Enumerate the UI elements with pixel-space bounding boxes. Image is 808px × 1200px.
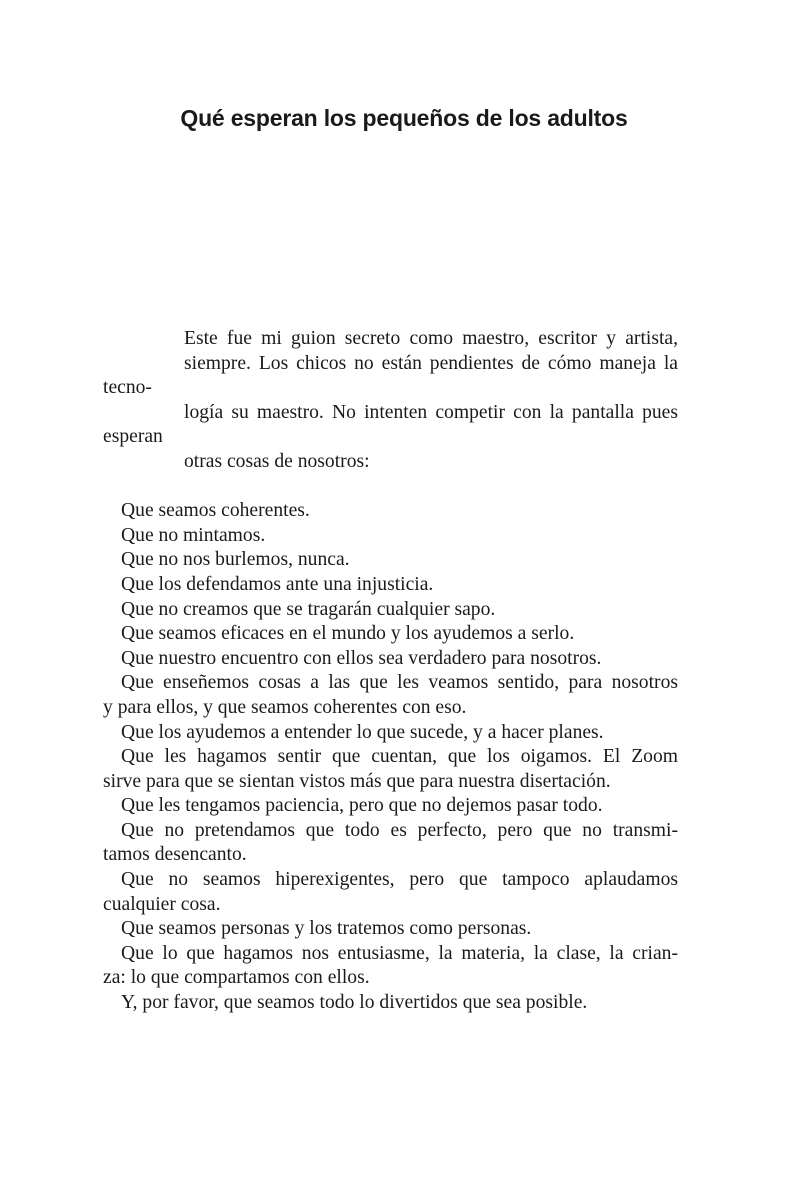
list-item: [103, 499, 678, 524]
body-text: [103, 327, 678, 1016]
list-line: Que lo que hagamos nos entusiasme, la materia, la clase, la crian-: [121, 942, 678, 964]
list-item: [103, 548, 678, 573]
list-item: [103, 942, 678, 991]
intro-line: logía su maestro. No intenten competir con la pantalla pues esperan: [103, 401, 678, 448]
list-item: [103, 819, 678, 868]
list-item: [103, 598, 678, 623]
list-line: Que no nos burlemos, nunca.: [121, 549, 350, 571]
list-line: Que los defendamos ante una injusticia.: [121, 573, 434, 595]
list-line: Que enseñemos cosas a las que les veamos sentido, para nosotros: [121, 672, 678, 694]
list-line: Que no mintamos.: [121, 524, 266, 546]
list-item: [103, 745, 678, 794]
list-item: [103, 622, 678, 647]
list-item: [103, 647, 678, 672]
list-line: y para ellos, y que seamos coherentes con eso.: [103, 696, 467, 718]
list-line: cualquier cosa.: [103, 893, 221, 915]
list-line: za: lo que compartamos con ellos.: [103, 967, 370, 989]
chapter-title: Qué esperan los pequeños de los adultos: [180, 105, 628, 131]
intro-line: siempre. Los chicos no están pendientes de cómo maneja la tecno-: [103, 352, 678, 399]
list-line: Que nuestro encuentro con ellos sea verdadero para nosotros.: [121, 647, 602, 669]
list-line: tamos desencanto.: [103, 844, 247, 866]
list-item: [103, 573, 678, 598]
list-item: [103, 991, 678, 1016]
list-line: Que seamos personas y los tratemos como personas.: [121, 918, 532, 940]
list-line: Que les hagamos sentir que cuentan, que los oigamos. El Zoom: [121, 746, 678, 768]
list-line: Que no pretendamos que todo es perfecto, pero que no transmi-: [121, 819, 678, 841]
intro-line: Este fue mi guion secreto como maestro, escritor y artista,: [184, 328, 678, 349]
list-item: [103, 868, 678, 917]
list-item: [103, 671, 678, 720]
list-line: sirve para que se sientan vistos más que para nuestra disertación.: [103, 770, 611, 792]
list-item: [103, 794, 678, 819]
list-line: Que no creamos que se tragarán cualquier sapo.: [121, 598, 496, 620]
list-line: Que les tengamos paciencia, pero que no dejemos pasar todo.: [121, 795, 603, 817]
intro-paragraph: [103, 327, 678, 475]
list-line: Que no seamos hiperexigentes, pero que tampoco aplaudamos: [121, 869, 678, 891]
list-item: [103, 917, 678, 942]
intro-line: otras cosas de nosotros:: [184, 450, 370, 472]
list-line: Que los ayudemos a entender lo que sucede, y a hacer planes.: [121, 721, 604, 743]
list-line: Que seamos coherentes.: [121, 500, 310, 522]
list-line: Que seamos eficaces en el mundo y los ayudemos a serlo.: [121, 623, 575, 645]
expectations-list: [103, 499, 678, 1015]
list-item: [103, 721, 678, 746]
list-line: Y, por favor, que seamos todo lo divertidos que sea posible.: [121, 992, 588, 1014]
list-item: [103, 524, 678, 549]
